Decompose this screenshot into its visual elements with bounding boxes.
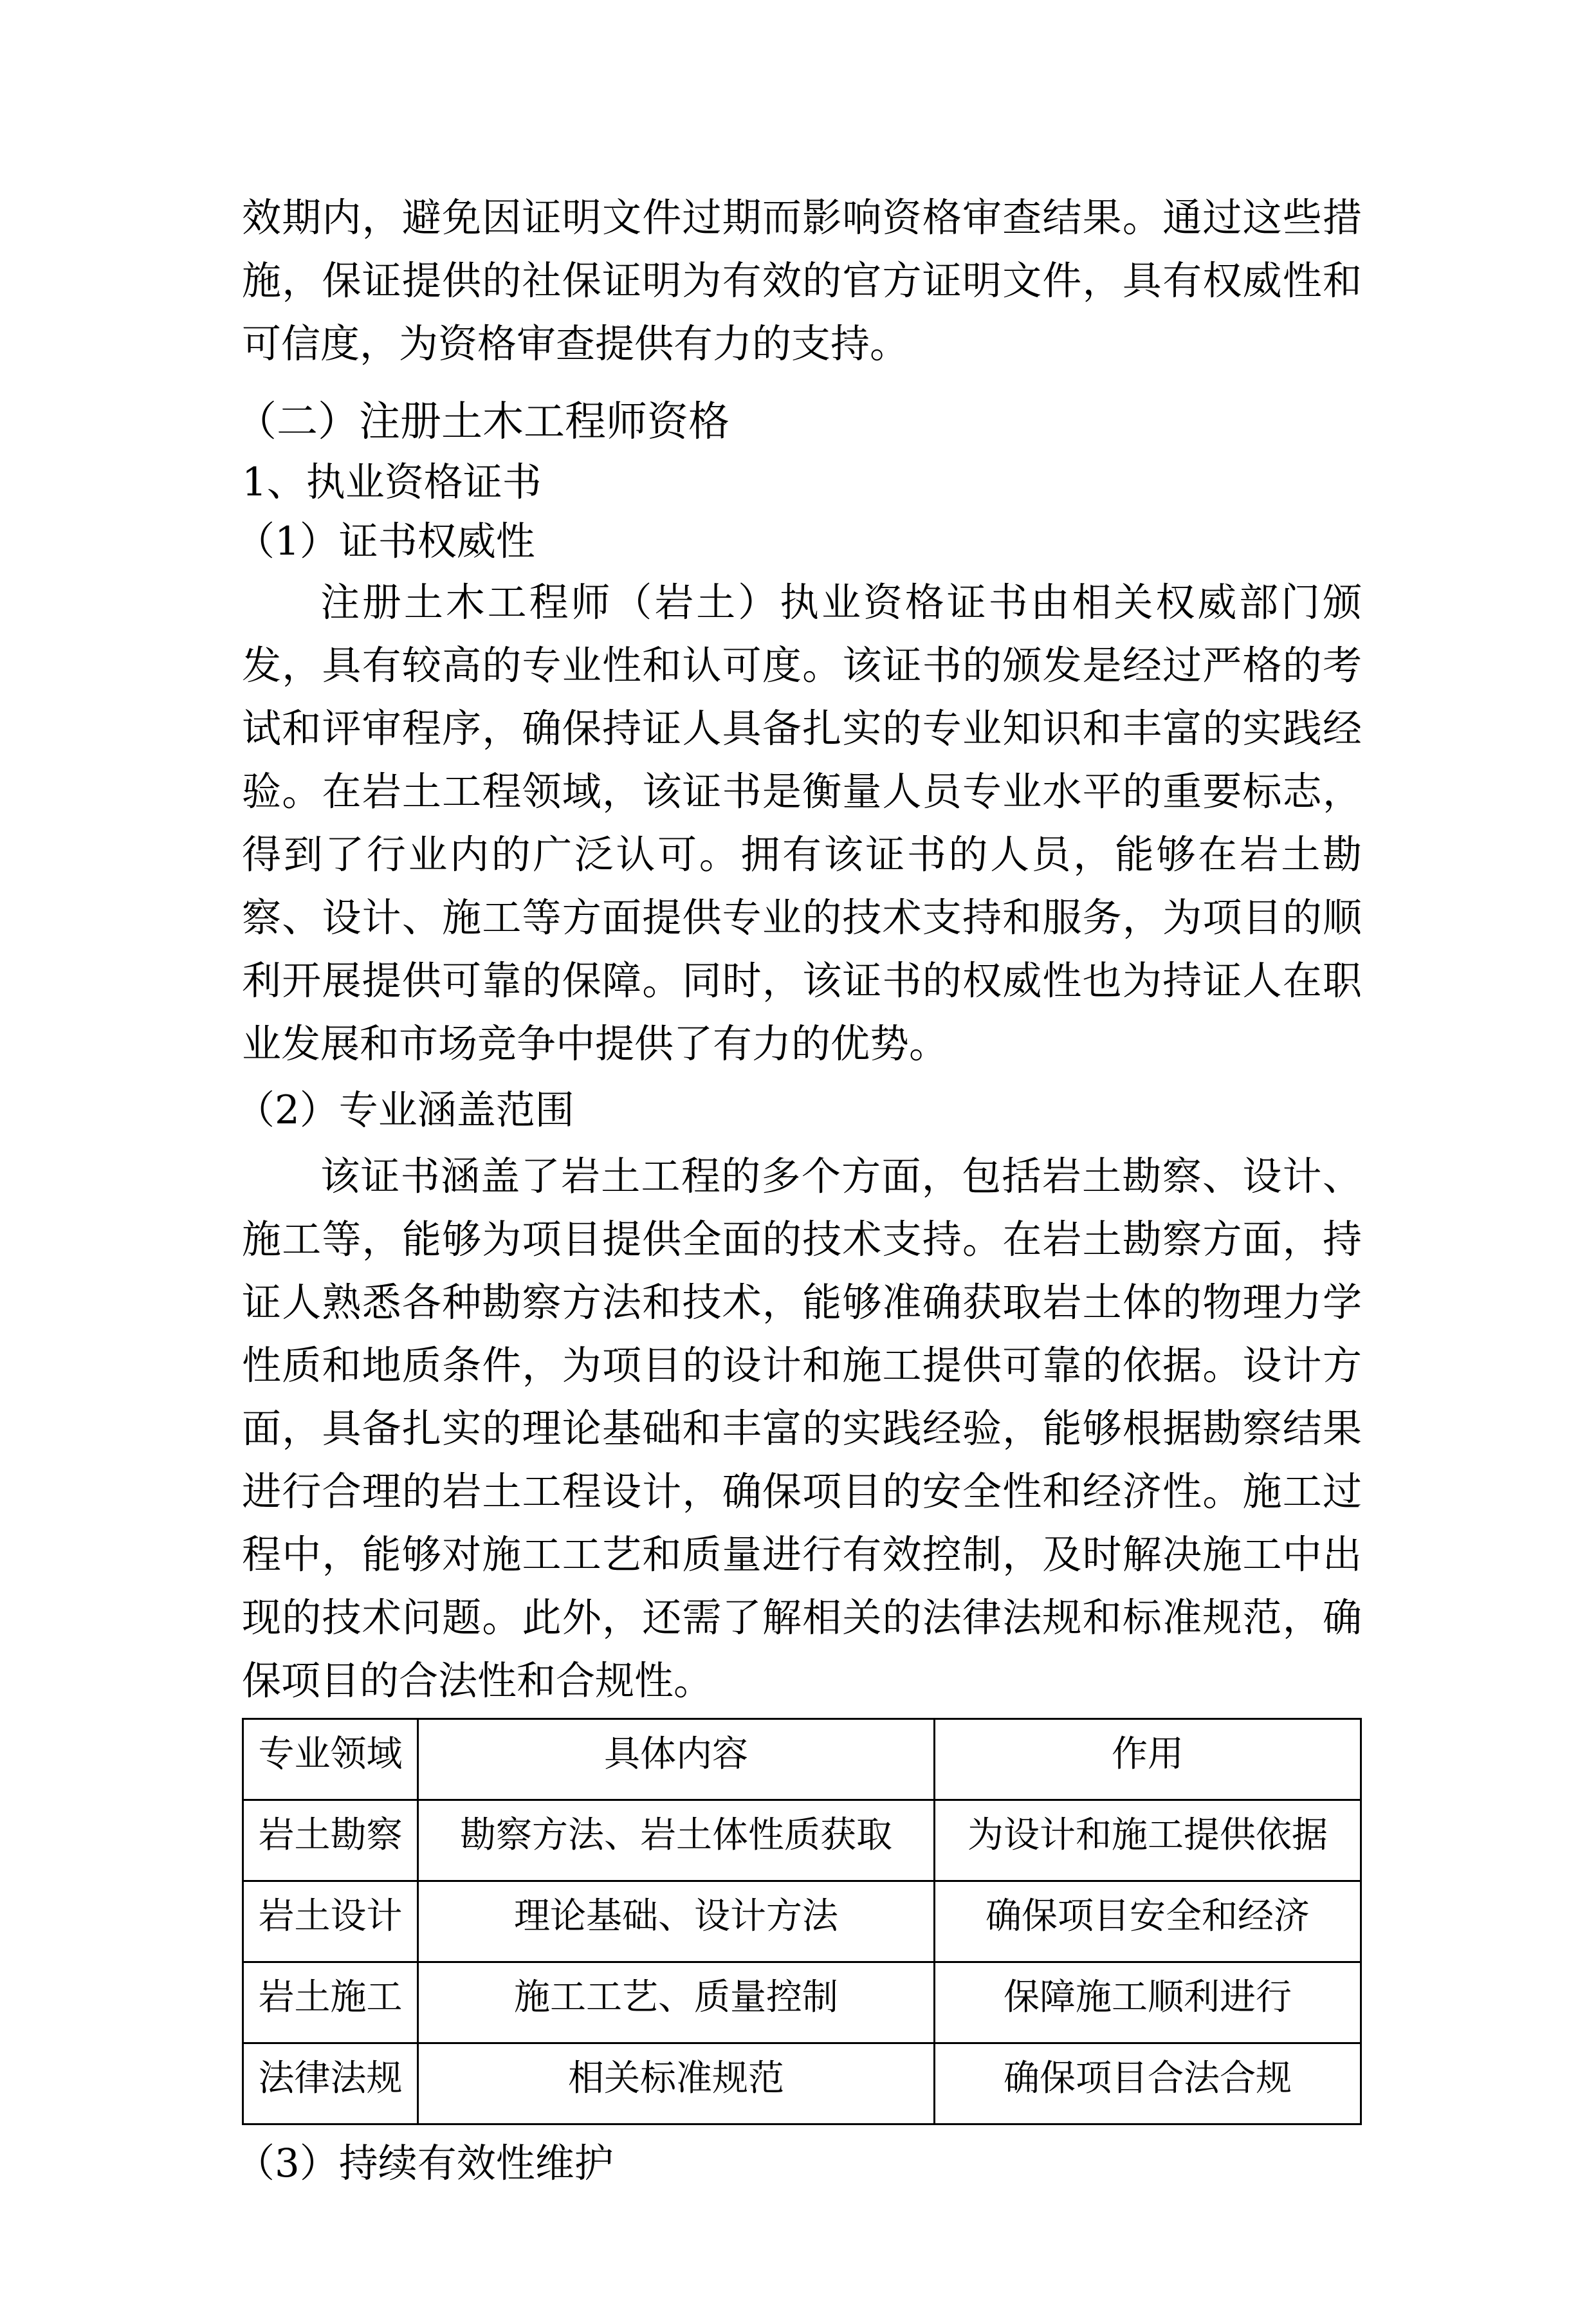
item1-title: （1）证书权威性 <box>235 519 535 564</box>
table-row <box>243 2043 1361 2124</box>
subsection-heading: 1、执业资格证书 <box>242 459 542 505</box>
table-cell: 确保项目安全和经济 <box>935 1881 1361 1962</box>
table-cell: 相关标准规范 <box>418 2043 935 2124</box>
table-cell: 岩土施工 <box>243 1962 418 2043</box>
table-row <box>243 1962 1361 2043</box>
specialty-table <box>242 1718 1362 2125</box>
header-cell: 专业领域 <box>243 1719 418 1800</box>
table-cell: 为设计和施工提供依据 <box>935 1800 1361 1881</box>
table-row <box>243 1800 1361 1881</box>
table-cell: 施工工艺、质量控制 <box>418 1962 935 2043</box>
table-cell: 确保项目合法合规 <box>935 2043 1361 2124</box>
item1-body: 注册土木工程师（岩土）执业资格证书由相关权威部门颁发，具有较高的专业性和认可度。该证书的颁发是经过严格的考试和评审程序，确保持证人具备扎实的专业知识和丰富的实践经验。在岩土工程领域，该证书是衡量人员专业水平的重要标志，得到了行业内的广泛认可。拥有该证书的人员，能够在岩土勘察、设计、施工等方面提供专业的技术支持和服务，为项目的顺利开展提供可靠的保障。同时，该证书的权威性也为持证人在职业发展和市场竞争中提供了有力的优势。 <box>242 580 1362 1067</box>
item3-title: （3）持续有效性维护 <box>235 2141 614 2186</box>
section-heading: （二）注册土木工程师资格 <box>235 398 729 446</box>
table-cell: 岩土设计 <box>243 1881 418 1962</box>
header-cell: 作用 <box>935 1719 1361 1800</box>
intro-paragraph: 效期内，避免因证明文件过期而影响资格审查结果。通过这些措施，保证提供的社保证明为有效的官方证明文件，具有权威性和可信度，为资格审查提供有力的支持。 <box>242 195 1362 367</box>
header-cell: 具体内容 <box>418 1719 935 1800</box>
table-header-row <box>243 1719 1361 1800</box>
table-cell: 保障施工顺利进行 <box>935 1962 1361 2043</box>
table-cell: 勘察方法、岩土体性质获取 <box>418 1800 935 1881</box>
table-cell: 法律法规 <box>243 2043 418 2124</box>
table-cell: 岩土勘察 <box>243 1800 418 1881</box>
table-row <box>243 1881 1361 1962</box>
item2-body: 该证书涵盖了岩土工程的多个方面，包括岩土勘察、设计、施工等，能够为项目提供全面的技术支持。在岩土勘察方面，持证人熟悉各种勘察方法和技术，能够准确获取岩土体的物理力学性质和地质条件，为项目的设计和施工提供可靠的依据。设计方面，具备扎实的理论基础和丰富的实践经验，能够根据勘察结果进行合理的岩土工程设计，确保项目的安全性和经济性。施工过程中，能够对施工工艺和质量进行有效控制，及时解决施工中出现的技术问题。此外，还需了解相关的法律法规和标准规范，确保项目的合法性和合规性。 <box>242 1154 1362 1704</box>
item2-title: （2）专业涵盖范围 <box>235 1087 574 1133</box>
table-cell: 理论基础、设计方法 <box>418 1881 935 1962</box>
